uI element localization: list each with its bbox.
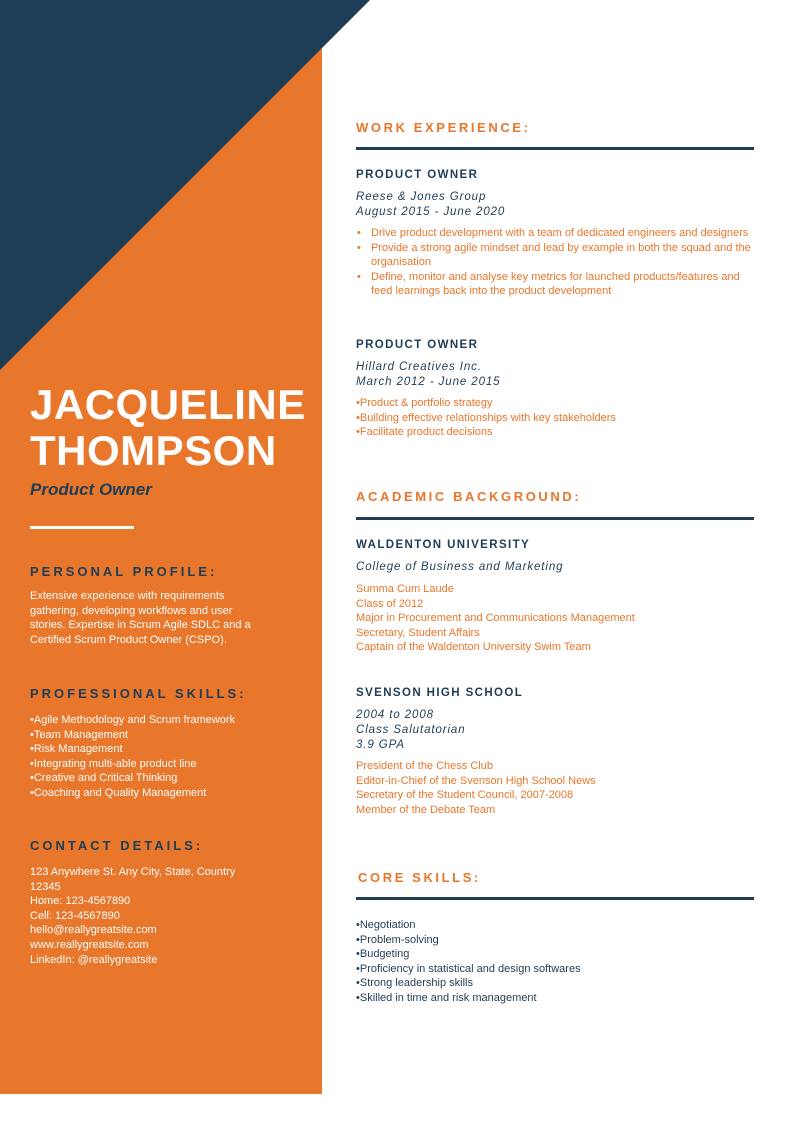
core-skill-item: • Proficiency in statistical and design softwares — [356, 962, 581, 977]
name-divider — [30, 526, 134, 529]
contact-cell-phone: Cell: 123-4567890 — [30, 909, 120, 922]
job-dates: March 2012 - June 2015 — [356, 376, 501, 388]
job-bullet: • Drive product development with a team of dedicated engineers and designers — [356, 226, 756, 241]
contact-details-heading: CONTACT DETAILS: — [30, 838, 204, 853]
core-skills-list — [356, 918, 581, 1006]
profile-line: stories. Expertise in Scrum Agile SDLC and a — [30, 619, 251, 632]
profile-line: Extensive experience with requirements — [30, 590, 225, 602]
job-meta — [356, 360, 500, 390]
school-meta — [356, 708, 466, 753]
job-title: PRODUCT OWNER — [356, 169, 479, 181]
academic-background-heading: ACADEMIC BACKGROUND: — [356, 489, 582, 504]
skill-item: • Creative and Critical Thinking — [30, 771, 275, 786]
job-bullets — [356, 226, 756, 299]
school-detail: President of the Chess Club — [356, 760, 493, 772]
school-name: WALDENTON UNIVERSITY — [356, 539, 531, 551]
candidate-role: Product Owner — [30, 480, 152, 499]
core-skill-item: • Budgeting — [356, 947, 581, 962]
core-skill-item: • Problem-solving — [356, 933, 581, 948]
last-name: THOMPSON — [30, 427, 277, 474]
work-experience-rule — [356, 147, 754, 150]
academic-background-rule — [356, 517, 754, 520]
job-title: PRODUCT OWNER — [356, 339, 479, 351]
job-company: Reese & Jones Group — [356, 191, 487, 203]
core-skills-heading: CORE SKILLS: — [358, 870, 481, 885]
school-college: College of Business and Marketing — [356, 561, 564, 573]
core-skill-item: • Negotiation — [356, 918, 581, 933]
school-detail: Class of 2012 — [356, 597, 424, 610]
job-bullets — [356, 396, 756, 440]
school-detail: Captain of the Waldenton University Swim Team — [356, 641, 591, 654]
skill-item: • Coaching and Quality Management — [30, 786, 275, 801]
school-details — [356, 759, 596, 817]
professional-skills-heading: PROFESSIONAL SKILLS: — [30, 686, 247, 701]
job-bullet: • Building effective relationships with key stakeholders — [356, 411, 756, 426]
school-detail: Secretary, Student Affairs — [356, 626, 480, 639]
contact-home-phone: Home: 123-4567890 — [30, 895, 131, 908]
school-years: 2004 to 2008 — [356, 709, 434, 721]
school-detail: Editor-in-Chief of the Svenson High School News — [356, 774, 596, 787]
profile-line: gathering, developing workflows and user — [30, 604, 233, 617]
contact-email[interactable]: hello@reallygreatsite.com — [30, 924, 157, 937]
skill-item: • Integrating multi-able product line — [30, 757, 275, 772]
school-detail: Summa Cum Laude — [356, 583, 454, 595]
contact-website[interactable]: www.reallygreatsite.com — [30, 938, 149, 951]
candidate-name — [30, 382, 315, 474]
job-bullet: • Provide a strong agile mindset and lead by example in both the squad and the organisation — [356, 241, 756, 270]
contact-details — [30, 865, 275, 967]
job-meta — [356, 190, 505, 220]
core-skill-item: • Strong leadership skills — [356, 976, 581, 991]
core-skills-rule — [356, 897, 754, 900]
school-detail: Major in Procurement and Communications Management — [356, 612, 635, 625]
personal-profile-text — [30, 589, 275, 647]
professional-skills-list — [30, 713, 275, 801]
school-honor: Class Salutatorian — [356, 724, 466, 736]
skill-item: • Agile Methodology and Scrum framework — [30, 713, 275, 728]
school-meta — [356, 560, 563, 575]
contact-linkedin[interactable]: LinkedIn: @reallygreatsite — [30, 953, 158, 966]
job-company: Hillard Creatives Inc. — [356, 361, 482, 373]
school-detail: Secretary of the Student Council, 2007-2008 — [356, 789, 574, 802]
job-dates: August 2015 - June 2020 — [356, 206, 506, 218]
skill-item: • Risk Management — [30, 742, 275, 757]
work-experience-heading: WORK EXPERIENCE: — [356, 120, 531, 135]
skill-item: • Team Management — [30, 728, 275, 743]
job-bullet: • Define, monitor and analyse key metrics for launched products/features and feed learnings back into the product development — [356, 270, 756, 299]
school-gpa: 3.9 GPA — [356, 739, 405, 751]
first-name: JACQUELINE — [30, 381, 306, 428]
contact-postcode: 12345 — [30, 880, 61, 893]
school-name: SVENSON HIGH SCHOOL — [356, 687, 524, 699]
school-details — [356, 582, 635, 655]
core-skill-item: • Skilled in time and risk management — [356, 991, 581, 1006]
personal-profile-heading: PERSONAL PROFILE: — [30, 564, 218, 579]
job-bullet: • Facilitate product decisions — [356, 425, 756, 440]
job-bullet: • Product & portfolio strategy — [356, 396, 756, 411]
profile-line: Certified Scrum Product Owner (CSPO). — [30, 633, 227, 646]
school-detail: Member of the Debate Team — [356, 803, 496, 816]
contact-address: 123 Anywhere St. Any City, State, Country — [30, 866, 236, 878]
